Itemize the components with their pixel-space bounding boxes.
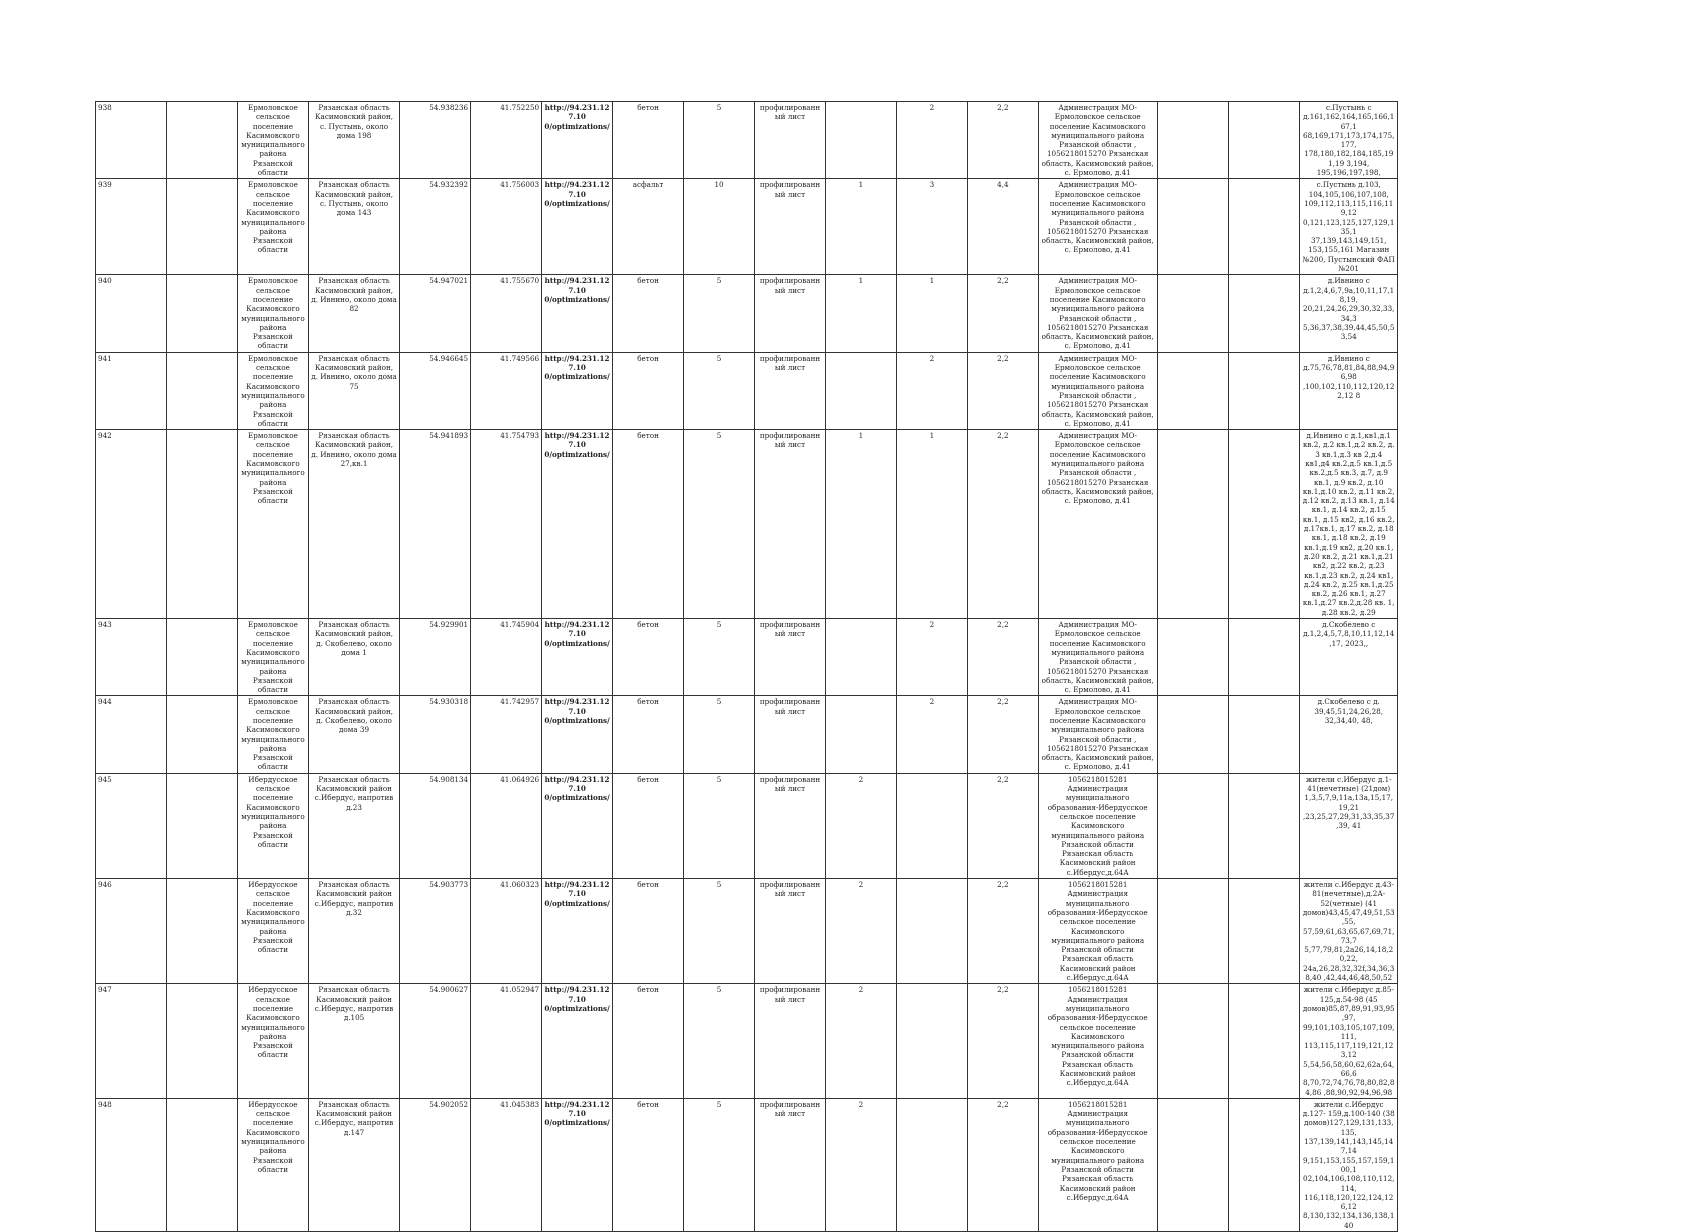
area-cell: 5 <box>684 275 755 352</box>
address-cell: Рязанская область Касимовский район с.Ибердус, напротив д.105 <box>308 984 399 1099</box>
settlement-cell: Ермоловское сельское поселение Касимовского муниципального района Рязанской области <box>237 352 308 429</box>
sources-cell: д.Ивнино с д.1,кв1,д.1 кв.2, д.2 кв.1,д.2 кв.2, д. 3 кв.1,д.3 кв 2,д.4 кв1,д4 кв.2,д.5 кв.1,д.5 кв.2,д.5 кв.3, д.7, д.9 кв.1, д.9 кв.2, д.10 кв.1,д.10 кв.2, д.11 кв.2, д.12 кв.2, д.13 кв.1, д.14 кв.1, д.14 кв.2, д.15 кв.1, д.15 кв2, д.16 кв.2, д.17кв.1, д.17 кв.2, д.18 кв.1, д.18 кв.2, д.19 кв.1,д.19 кв2, д.20 кв.1, д.20 кв.2, д.21 кв.1,д.21 кв2, д.22 кв.2, д.23 кв.1,д.23 кв.2, д.24 кв1, д.24 кв.2, д.25 кв.1,д.25 кв.2, д.26 кв.1, д.27 кв.1,д.27 кв.2,д.28 кв. 1, д.28 кв.2, д.29 <box>1300 430 1398 619</box>
row-number: 943 <box>96 619 167 696</box>
latitude-cell: 54.929901 <box>400 619 471 696</box>
containers-planned-cell: 2 <box>896 619 967 696</box>
url-cell: http://94.231.127.10 0/optimizations/ <box>542 1098 613 1231</box>
surface-cell: бетон <box>613 619 684 696</box>
longitude-cell: 41.742957 <box>471 696 542 773</box>
owner-cell: Администрация МО-Ермоловское сельское поселение Касимовского муниципального района Рязанской области , 1056218015270 Рязанская область, Касимовский район, с. Ермолово, д.41 <box>1038 696 1157 773</box>
containers-planned-cell <box>896 879 967 984</box>
empty-cell <box>166 179 237 275</box>
url-cell: http://94.231.127.10 0/optimizations/ <box>542 179 613 275</box>
settlement-cell: Ермоловское сельское поселение Касимовского муниципального района Рязанской области <box>237 275 308 352</box>
containers-cell <box>825 352 896 429</box>
fence-cell: профилированный лист <box>755 102 826 179</box>
containers-planned-cell: 1 <box>896 430 967 619</box>
empty-cell <box>1157 696 1229 773</box>
empty-cell <box>1157 619 1229 696</box>
empty-cell <box>1229 879 1300 984</box>
fence-cell: профилированный лист <box>755 984 826 1099</box>
surface-cell: бетон <box>613 879 684 984</box>
waste-sites-table <box>95 101 1398 1232</box>
row-number: 940 <box>96 275 167 352</box>
fence-cell: профилированный лист <box>755 430 826 619</box>
volume-cell: 2,2 <box>967 430 1038 619</box>
sources-cell: д.Ивнино с д.1,2,4,6,7,9а,10,11,17,18,19, 20,21,24,26,29,30,32,33,34,3 5,36,37,38,39,44,45,50,53,54 <box>1300 275 1398 352</box>
settlement-cell: Ермоловское сельское поселение Касимовского муниципального района Рязанской области <box>237 619 308 696</box>
containers-planned-cell <box>896 984 967 1099</box>
table-row <box>96 696 1398 773</box>
empty-cell <box>166 984 237 1099</box>
empty-cell <box>1157 430 1229 619</box>
owner-cell: 1056218015281 Администрация муниципального образования-Ибердусское сельское поселение Касимовского муниципального района Рязанской области Рязанская область Касимовский район с.Ибердус,д.64А <box>1038 1098 1157 1231</box>
surface-cell: бетон <box>613 696 684 773</box>
settlement-cell: Ибердусское сельское поселение Касимовского муниципального района Рязанской области <box>237 984 308 1099</box>
surface-cell: бетон <box>613 102 684 179</box>
owner-cell: Администрация МО-Ермоловское сельское поселение Касимовского муниципального района Рязанской области , 1056218015270 Рязанская область, Касимовский район, с. Ермолово, д.41 <box>1038 352 1157 429</box>
fence-cell: профилированный лист <box>755 179 826 275</box>
volume-cell: 2,2 <box>967 1098 1038 1231</box>
containers-cell: 2 <box>825 773 896 878</box>
containers-planned-cell <box>896 1098 967 1231</box>
area-cell: 5 <box>684 879 755 984</box>
volume-cell: 2,2 <box>967 102 1038 179</box>
row-number: 942 <box>96 430 167 619</box>
empty-cell <box>1157 352 1229 429</box>
containers-cell: 2 <box>825 1098 896 1231</box>
surface-cell: бетон <box>613 1098 684 1231</box>
latitude-cell: 54.947021 <box>400 275 471 352</box>
row-number: 948 <box>96 1098 167 1231</box>
empty-cell <box>1229 696 1300 773</box>
empty-cell <box>166 696 237 773</box>
longitude-cell: 41.755670 <box>471 275 542 352</box>
area-cell: 5 <box>684 352 755 429</box>
surface-cell: бетон <box>613 984 684 1099</box>
address-cell: Рязанская область Касимовский район, д. Скобелево, около дома 1 <box>308 619 399 696</box>
empty-cell <box>1157 275 1229 352</box>
empty-cell <box>166 773 237 878</box>
settlement-cell: Ермоловское сельское поселение Касимовского муниципального района Рязанской области <box>237 430 308 619</box>
empty-cell <box>1229 275 1300 352</box>
owner-cell: Администрация МО-Ермоловское сельское поселение Касимовского муниципального района Рязанской области , 1056218015270 Рязанская область, Касимовский район, с. Ермолово, д.41 <box>1038 102 1157 179</box>
fence-cell: профилированный лист <box>755 1098 826 1231</box>
address-cell: Рязанская область Касимовский район, д. Ивнино, около дома 82 <box>308 275 399 352</box>
table-row <box>96 1098 1398 1231</box>
containers-planned-cell: 2 <box>896 352 967 429</box>
surface-cell: бетон <box>613 352 684 429</box>
row-number: 941 <box>96 352 167 429</box>
sources-cell: д.Скобелево с д.1,2,4,5,7,8,10,11,12,14,17, 2023,, <box>1300 619 1398 696</box>
latitude-cell: 54.900627 <box>400 984 471 1099</box>
sources-cell: жители с.Ибердус д.85- 125,д.54-98 (45 домов)85,87,89,91,93,95,97, 99,101,103,105,107,109,111, 113,115,117,119,121,123,12 5,54,56,58,60,62,62а,64,66,6 8,70,72,74,76,78,80,82,84,86 ,88,90,92,94,96,98 <box>1300 984 1398 1099</box>
volume-cell: 2,2 <box>967 773 1038 878</box>
latitude-cell: 54.941893 <box>400 430 471 619</box>
longitude-cell: 41.060323 <box>471 879 542 984</box>
empty-cell <box>166 102 237 179</box>
sources-cell: с.Пустынь д.103, 104,105,106,107,108, 109,112,113,115,116,119,12 0,121,123,125,127,129,135,1 37,139,143,149,151, 153,155,161 Магазин №200, Пустынский ФАП №201 <box>1300 179 1398 275</box>
row-number: 946 <box>96 879 167 984</box>
latitude-cell: 54.932392 <box>400 179 471 275</box>
area-cell: 10 <box>684 179 755 275</box>
owner-cell: 1056218015281 Администрация муниципального образования-Ибердусское сельское поселение Касимовского муниципального района Рязанской области Рязанская область Касимовский район с.Ибердус,д.64А <box>1038 984 1157 1099</box>
area-cell: 5 <box>684 430 755 619</box>
empty-cell <box>166 430 237 619</box>
area-cell: 5 <box>684 696 755 773</box>
settlement-cell: Ибердусское сельское поселение Касимовского муниципального района Рязанской области <box>237 1098 308 1231</box>
volume-cell: 2,2 <box>967 275 1038 352</box>
empty-cell <box>1229 179 1300 275</box>
empty-cell <box>166 352 237 429</box>
table-row <box>96 352 1398 429</box>
latitude-cell: 54.908134 <box>400 773 471 878</box>
owner-cell: Администрация МО-Ермоловское сельское поселение Касимовского муниципального района Рязанской области , 1056218015270 Рязанская область, Касимовский район, с. Ермолово, д.41 <box>1038 430 1157 619</box>
sources-cell: д.Ивнино с д.75,76,78,81,84,88,94,96,98 ,100,102,110,112,120,122,12 8 <box>1300 352 1398 429</box>
sources-cell: д.Скобелево с д. 39,45,51,24,26,28, 32,34,40, 48, <box>1300 696 1398 773</box>
row-number: 938 <box>96 102 167 179</box>
empty-cell <box>1157 879 1229 984</box>
fence-cell: профилированный лист <box>755 352 826 429</box>
area-cell: 5 <box>684 619 755 696</box>
volume-cell: 2,2 <box>967 352 1038 429</box>
latitude-cell: 54.938236 <box>400 102 471 179</box>
address-cell: Рязанская область Касимовский район, д. Скобелево, около дома 39 <box>308 696 399 773</box>
owner-cell: 1056218015281 Администрация муниципального образования-Ибердусское сельское поселение Касимовского муниципального района Рязанской области Рязанская область Касимовский район с.Ибердус,д.64А <box>1038 879 1157 984</box>
empty-cell <box>1229 619 1300 696</box>
settlement-cell: Ермоловское сельское поселение Касимовского муниципального района Рязанской области <box>237 696 308 773</box>
empty-cell <box>1229 430 1300 619</box>
volume-cell: 4,4 <box>967 179 1038 275</box>
empty-cell <box>1229 1098 1300 1231</box>
empty-cell <box>1157 1098 1229 1231</box>
address-cell: Рязанская область Касимовский район, д. Ивнино, около дома 27,кв.1 <box>308 430 399 619</box>
containers-planned-cell: 1 <box>896 275 967 352</box>
volume-cell: 2,2 <box>967 879 1038 984</box>
latitude-cell: 54.930318 <box>400 696 471 773</box>
settlement-cell: Ермоловское сельское поселение Касимовского муниципального района Рязанской области <box>237 102 308 179</box>
area-cell: 5 <box>684 102 755 179</box>
table-row <box>96 879 1398 984</box>
latitude-cell: 54.946645 <box>400 352 471 429</box>
owner-cell: Администрация МО-Ермоловское сельское поселение Касимовского муниципального района Рязанской области , 1056218015270 Рязанская область, Касимовский район, с. Ермолово, д.41 <box>1038 179 1157 275</box>
address-cell: Рязанская область Касимовский район с.Ибердус, напротив д.23 <box>308 773 399 878</box>
longitude-cell: 41.749566 <box>471 352 542 429</box>
empty-cell <box>166 619 237 696</box>
containers-cell <box>825 102 896 179</box>
settlement-cell: Ибердусское сельское поселение Касимовского муниципального района Рязанской области <box>237 773 308 878</box>
settlement-cell: Ермоловское сельское поселение Касимовского муниципального района Рязанской области <box>237 179 308 275</box>
containers-cell: 2 <box>825 984 896 1099</box>
empty-cell <box>1157 984 1229 1099</box>
url-cell: http://94.231.127.10 0/optimizations/ <box>542 619 613 696</box>
surface-cell: бетон <box>613 430 684 619</box>
longitude-cell: 41.756003 <box>471 179 542 275</box>
latitude-cell: 54.903773 <box>400 879 471 984</box>
empty-cell <box>1157 773 1229 878</box>
address-cell: Рязанская область Касимовский район с.Ибердус, напротив д.147 <box>308 1098 399 1231</box>
settlement-cell: Ибердусское сельское поселение Касимовского муниципального района Рязанской области <box>237 879 308 984</box>
fence-cell: профилированный лист <box>755 275 826 352</box>
table-row <box>96 430 1398 619</box>
empty-cell <box>1229 352 1300 429</box>
row-number: 945 <box>96 773 167 878</box>
address-cell: Рязанская область Касимовский район, с. Пустынь, около дома 198 <box>308 102 399 179</box>
surface-cell: бетон <box>613 275 684 352</box>
area-cell: 5 <box>684 984 755 1099</box>
empty-cell <box>1229 102 1300 179</box>
surface-cell: асфальт <box>613 179 684 275</box>
empty-cell <box>166 1098 237 1231</box>
empty-cell <box>1157 102 1229 179</box>
fence-cell: профилированный лист <box>755 773 826 878</box>
volume-cell: 2,2 <box>967 984 1038 1099</box>
containers-planned-cell: 2 <box>896 102 967 179</box>
containers-cell: 1 <box>825 430 896 619</box>
empty-cell <box>1229 984 1300 1099</box>
containers-cell <box>825 619 896 696</box>
containers-cell: 1 <box>825 179 896 275</box>
url-cell: http://94.231.127.10 0/optimizations/ <box>542 275 613 352</box>
volume-cell: 2,2 <box>967 619 1038 696</box>
longitude-cell: 41.045383 <box>471 1098 542 1231</box>
table-row <box>96 619 1398 696</box>
sources-cell: жители с.Ибердус д.127- 159,д.100-140 (38 домов)127,129,131,133,135, 137,139,141,143,145,147,14 9,151,153,155,157,159,100,1 02,104,106,108,110,112,114, 116,118,120,122,124,126,12 8,130,132,134,136,138,140 <box>1300 1098 1398 1231</box>
table-row <box>96 102 1398 179</box>
area-cell: 5 <box>684 1098 755 1231</box>
table-body <box>96 102 1398 1232</box>
longitude-cell: 41.752250 <box>471 102 542 179</box>
table-row <box>96 275 1398 352</box>
table-row <box>96 984 1398 1099</box>
fence-cell: профилированный лист <box>755 696 826 773</box>
empty-cell <box>166 275 237 352</box>
sources-cell: с.Пустынь с д.161,162,164,165,166,167,1 68,169,171,173,174,175,177, 178,180,182,184,185,191,19 3,194, 195,196,197,198, <box>1300 102 1398 179</box>
empty-cell <box>1157 179 1229 275</box>
address-cell: Рязанская область Касимовский район с.Ибердус, напротив д.32 <box>308 879 399 984</box>
row-number: 947 <box>96 984 167 1099</box>
containers-cell: 1 <box>825 275 896 352</box>
longitude-cell: 41.754793 <box>471 430 542 619</box>
row-number: 939 <box>96 179 167 275</box>
url-cell: http://94.231.127.10 0/optimizations/ <box>542 773 613 878</box>
owner-cell: Администрация МО-Ермоловское сельское поселение Касимовского муниципального района Рязанской области , 1056218015270 Рязанская область, Касимовский район, с. Ермолово, д.41 <box>1038 275 1157 352</box>
address-cell: Рязанская область Касимовский район, с. Пустынь, около дома 143 <box>308 179 399 275</box>
longitude-cell: 41.064926 <box>471 773 542 878</box>
longitude-cell: 41.052947 <box>471 984 542 1099</box>
surface-cell: бетон <box>613 773 684 878</box>
containers-planned-cell: 2 <box>896 696 967 773</box>
owner-cell: 1056218015281 Администрация муниципального образования-Ибердусское сельское поселение Касимовского муниципального района Рязанской области Рязанская область Касимовский район с.Ибердус,д.64А <box>1038 773 1157 878</box>
url-cell: http://94.231.127.10 0/optimizations/ <box>542 102 613 179</box>
table-row <box>96 179 1398 275</box>
url-cell: http://94.231.127.10 0/optimizations/ <box>542 352 613 429</box>
fence-cell: профилированный лист <box>755 879 826 984</box>
containers-cell <box>825 696 896 773</box>
containers-cell: 2 <box>825 879 896 984</box>
containers-planned-cell <box>896 773 967 878</box>
owner-cell: Администрация МО-Ермоловское сельское поселение Касимовского муниципального района Рязанской области , 1056218015270 Рязанская область, Касимовский район, с. Ермолово, д.41 <box>1038 619 1157 696</box>
empty-cell <box>166 879 237 984</box>
url-cell: http://94.231.127.10 0/optimizations/ <box>542 879 613 984</box>
containers-planned-cell: 3 <box>896 179 967 275</box>
table-row <box>96 773 1398 878</box>
fence-cell: профилированный лист <box>755 619 826 696</box>
area-cell: 5 <box>684 773 755 878</box>
sources-cell: жители с.Ибердус д.1- 41(нечетные) (21дом) 1,3,5,7,9,11а,13а,15,17,19,21 ,23,25,27,29,31,33,35,37,39, 41 <box>1300 773 1398 878</box>
volume-cell: 2,2 <box>967 696 1038 773</box>
url-cell: http://94.231.127.10 0/optimizations/ <box>542 696 613 773</box>
latitude-cell: 54.902052 <box>400 1098 471 1231</box>
address-cell: Рязанская область Касимовский район, д. Ивнино, около дома 75 <box>308 352 399 429</box>
longitude-cell: 41.745904 <box>471 619 542 696</box>
row-number: 944 <box>96 696 167 773</box>
url-cell: http://94.231.127.10 0/optimizations/ <box>542 430 613 619</box>
url-cell: http://94.231.127.10 0/optimizations/ <box>542 984 613 1099</box>
sources-cell: жители с.Ибердус д.43- 81(нечетные),д.2А- 52(четные) (41 домов)43,45,47,49,51,53,55, 57,59,61,63,65,67,69,71,73,7 5,77,79,81,2а26,14,18,20,22, 24а,26,28,32,32f,34,36,38,40 ,42,44,46,48,50,52 <box>1300 879 1398 984</box>
empty-cell <box>1229 773 1300 878</box>
